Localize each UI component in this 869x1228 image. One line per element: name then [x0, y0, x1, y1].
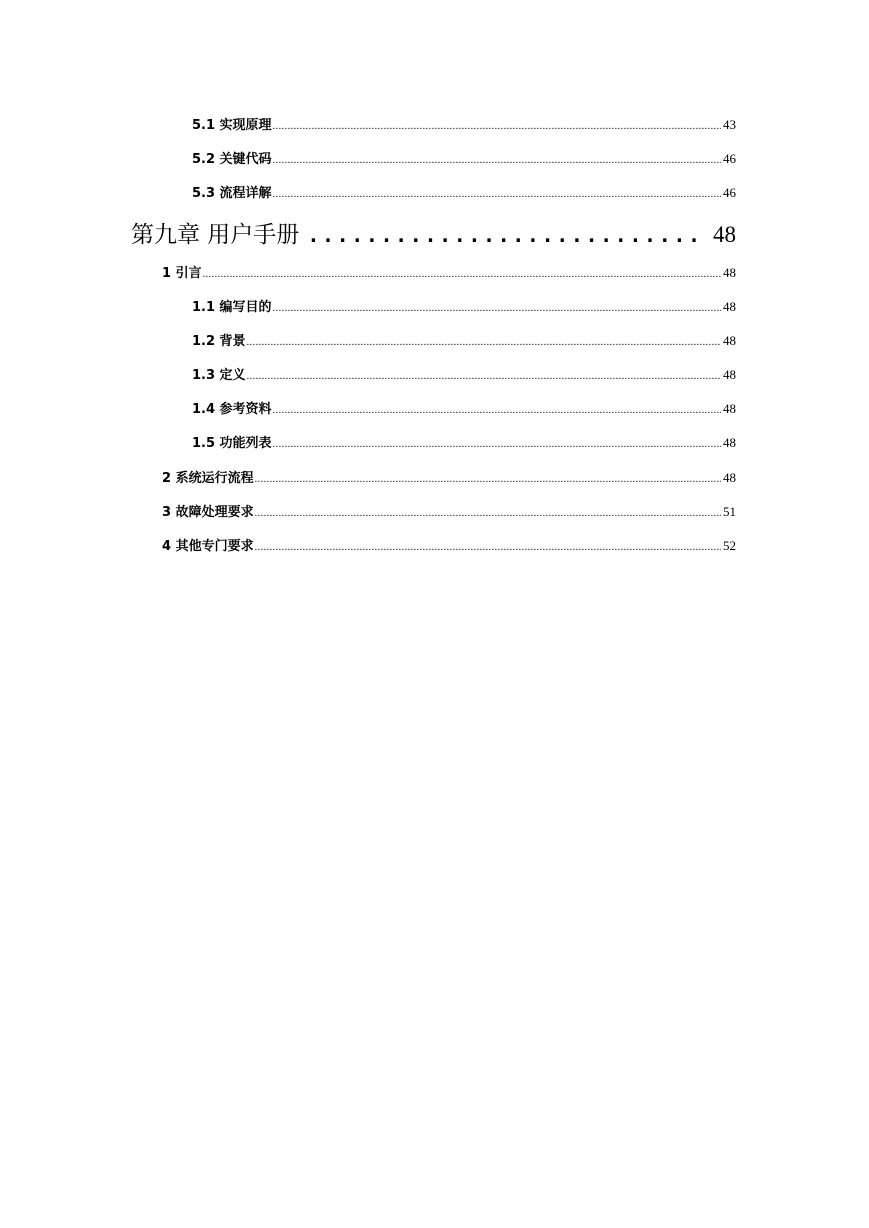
toc-entry-5-1[interactable] [192, 114, 736, 134]
dot-leader [273, 438, 721, 452]
toc-entry-label: 5.2 关键代码 [192, 152, 272, 167]
dot-leader [273, 154, 721, 168]
dot-leader [203, 268, 721, 282]
dot-leader [255, 507, 721, 521]
toc-entry-label: 1 引言 [162, 266, 202, 281]
toc-entry-5-2[interactable] [192, 148, 736, 168]
toc-entry-4[interactable] [162, 535, 736, 555]
dot-leader [247, 336, 721, 350]
toc-entry-page: 46 [723, 185, 736, 200]
toc-entry-page: 48 [723, 470, 736, 485]
toc-entry-page: 46 [723, 151, 736, 166]
toc-entry-5-3[interactable] [192, 182, 736, 202]
toc-chapter-9[interactable] [131, 216, 736, 249]
toc-entry-1-4[interactable] [192, 398, 736, 418]
toc-entry-label: 1.2 背景 [192, 334, 246, 349]
dot-leader [273, 302, 721, 316]
toc-entry-1-5[interactable] [192, 432, 736, 452]
dot-leader [273, 120, 721, 134]
toc-entry-label: 1.5 功能列表 [192, 436, 272, 451]
toc-entry-page: 51 [723, 504, 736, 519]
dot-leader [255, 473, 721, 487]
toc-entry-label: 4 其他专门要求 [162, 539, 254, 554]
toc-chapter-label: 第九章 用户手册 [131, 222, 300, 248]
toc-entry-page: 48 [723, 401, 736, 416]
toc-entry-label: 1.1 编写目的 [192, 300, 272, 315]
dot-leader [255, 541, 721, 555]
toc-entry-3[interactable] [162, 501, 736, 521]
toc-entry-page: 52 [723, 538, 736, 553]
dot-leader [273, 404, 721, 418]
toc-entry-label: 1.3 定义 [192, 368, 246, 383]
toc-entry-page: 48 [723, 265, 736, 280]
toc-entry-label: 3 故障处理要求 [162, 505, 254, 520]
toc-entry-1[interactable] [162, 262, 736, 282]
dot-leader [247, 370, 721, 384]
toc-entry-label: 1.4 参考资料 [192, 402, 272, 417]
toc-entry-page: 43 [723, 117, 736, 132]
toc-entry-2[interactable] [162, 467, 736, 487]
toc-entry-label: 5.1 实现原理 [192, 118, 272, 133]
dot-leader [307, 222, 707, 248]
toc-entry-label: 5.3 流程详解 [192, 186, 272, 201]
toc-entry-page: 48 [723, 299, 736, 314]
toc-chapter-page: 48 [713, 222, 736, 247]
toc-entry-page: 48 [723, 367, 736, 382]
toc-entry-page: 48 [723, 333, 736, 348]
toc-entry-1-1[interactable] [192, 296, 736, 316]
toc-entry-page: 48 [723, 435, 736, 450]
toc-entry-1-3[interactable] [192, 364, 736, 384]
toc-entry-label: 2 系统运行流程 [162, 471, 254, 486]
toc-entry-1-2[interactable] [192, 330, 736, 350]
dot-leader [273, 188, 721, 202]
